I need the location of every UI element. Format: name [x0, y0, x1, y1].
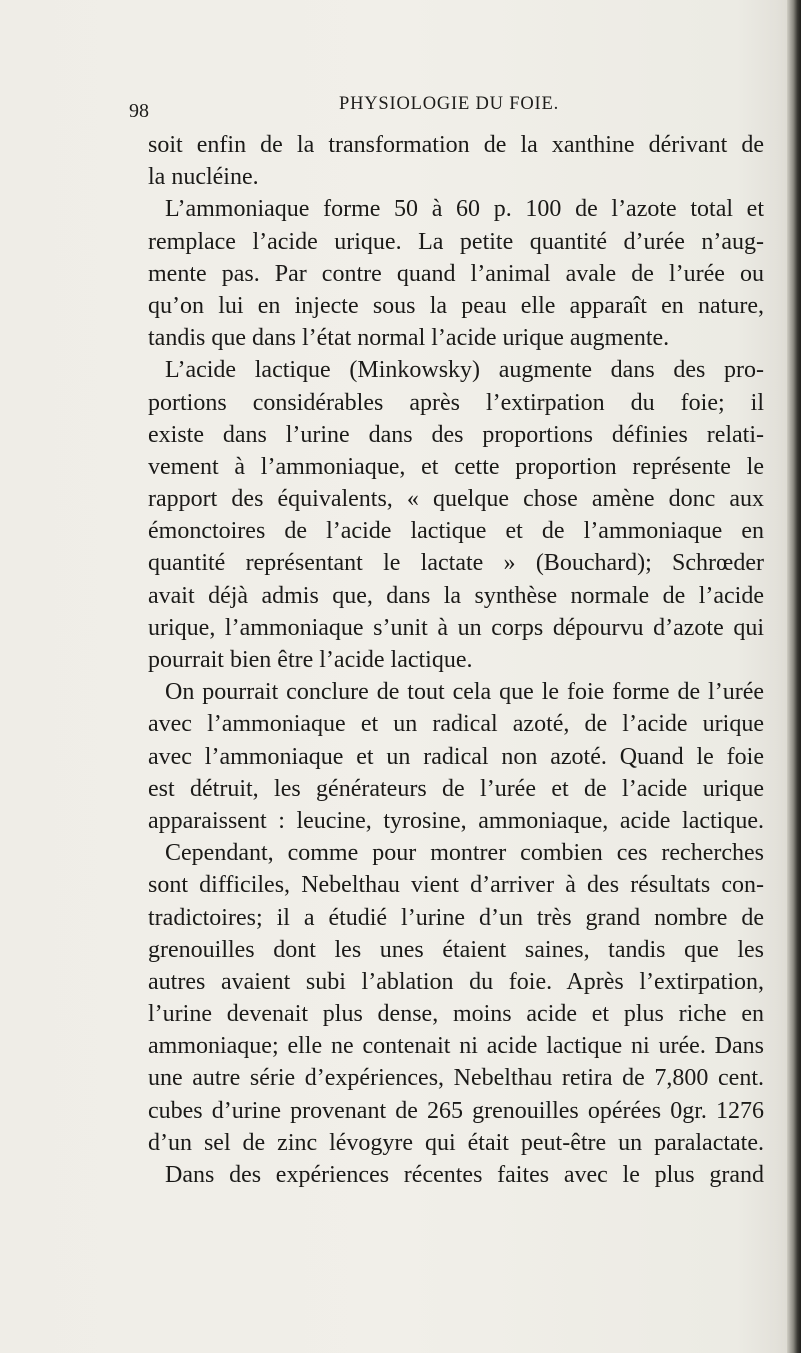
text-line: est détruit, les générateurs de l’urée et de l’acide urique — [148, 775, 764, 802]
text-line: tandis que dans l’état normal l’acide urique augmente. — [148, 325, 670, 352]
text-line: On pourrait conclure de tout cela que le foie forme de l’urée — [165, 679, 764, 706]
binding-edge — [787, 0, 801, 1353]
text-line: Dans des expériences récentes faites avec le plus grand — [165, 1162, 764, 1188]
text-line: une autre série d’expériences, Nebelthau retira de 7,800 cent. — [148, 1065, 764, 1092]
text-line: l’urine devenait plus dense, moins acide et plus riche en — [148, 1001, 764, 1028]
text-line: émonctoires de l’acide lactique et de l’ammoniaque en — [148, 518, 764, 545]
text-line: L’acide lactique (Minkowsky) augmente dans des pro- — [165, 357, 764, 384]
text-line: d’un sel de zinc lévogyre qui était peut-être un paralactate. — [148, 1129, 764, 1156]
text-line: pourrait bien être l’acide lactique. — [148, 647, 473, 673]
text-line: urique, l’ammoniaque s’unit à un corps dépourvu d’azote qui — [148, 614, 764, 641]
text-line: qu’on lui en injecte sous la peau elle apparaît en nature, — [148, 292, 764, 319]
text-line: cubes d’urine provenant de 265 grenouilles opérées 0gr. 1276 — [148, 1097, 764, 1124]
text-line: portions considérables après l’extirpation du foie; il — [148, 389, 764, 416]
text-line: ammoniaque; elle ne contenait ni acide lactique ni urée. Dans — [148, 1033, 764, 1060]
page-number: 98 — [129, 100, 149, 122]
text-line: avait déjà admis que, dans la synthèse normale de l’acide — [148, 582, 764, 609]
text-line: existe dans l’urine dans des proportions définies relati- — [148, 421, 764, 448]
text-line: autres avaient subi l’ablation du foie. Après l’extirpation, — [148, 968, 764, 995]
text-line: quantité représentant le lactate » (Bouchard); Schrœder — [148, 550, 764, 577]
text-line: apparaissent : leucine, tyrosine, ammoniaque, acide lactique. — [148, 807, 764, 834]
text-line: rapport des équivalents, « quelque chose amène donc aux — [148, 486, 764, 513]
text-line: Cependant, comme pour montrer combien ces recherches — [165, 840, 764, 867]
text-line: la nucléine. — [148, 164, 259, 191]
body-text — [148, 129, 764, 1191]
page-header — [0, 94, 801, 124]
text-line: grenouilles dont les unes étaient saines, tandis que les — [148, 936, 764, 963]
text-line: soit enfin de la transformation de la xanthine dérivant de — [148, 132, 764, 158]
running-head: PHYSIOLOGIE DU FOIE. — [339, 94, 560, 114]
text-line: mente pas. Par contre quand l’animal avale de l’urée ou — [148, 260, 764, 287]
text-line: tradictoires; il a étudié l’urine d’un très grand nombre de — [148, 904, 764, 931]
text-line: remplace l’acide urique. La petite quantité d’urée n’aug- — [148, 228, 764, 255]
text-line: L’ammoniaque forme 50 à 60 p. 100 de l’azote total et — [165, 196, 764, 223]
text-line: avec l’ammoniaque et un radical non azoté. Quand le foie — [148, 743, 764, 770]
text-line: vement à l’ammoniaque, et cette proportion représente le — [148, 453, 764, 480]
text-line: avec l’ammoniaque et un radical azoté, de l’acide urique — [148, 711, 764, 738]
text-line: sont difficiles, Nebelthau vient d’arriver à des résultats con- — [148, 872, 764, 899]
